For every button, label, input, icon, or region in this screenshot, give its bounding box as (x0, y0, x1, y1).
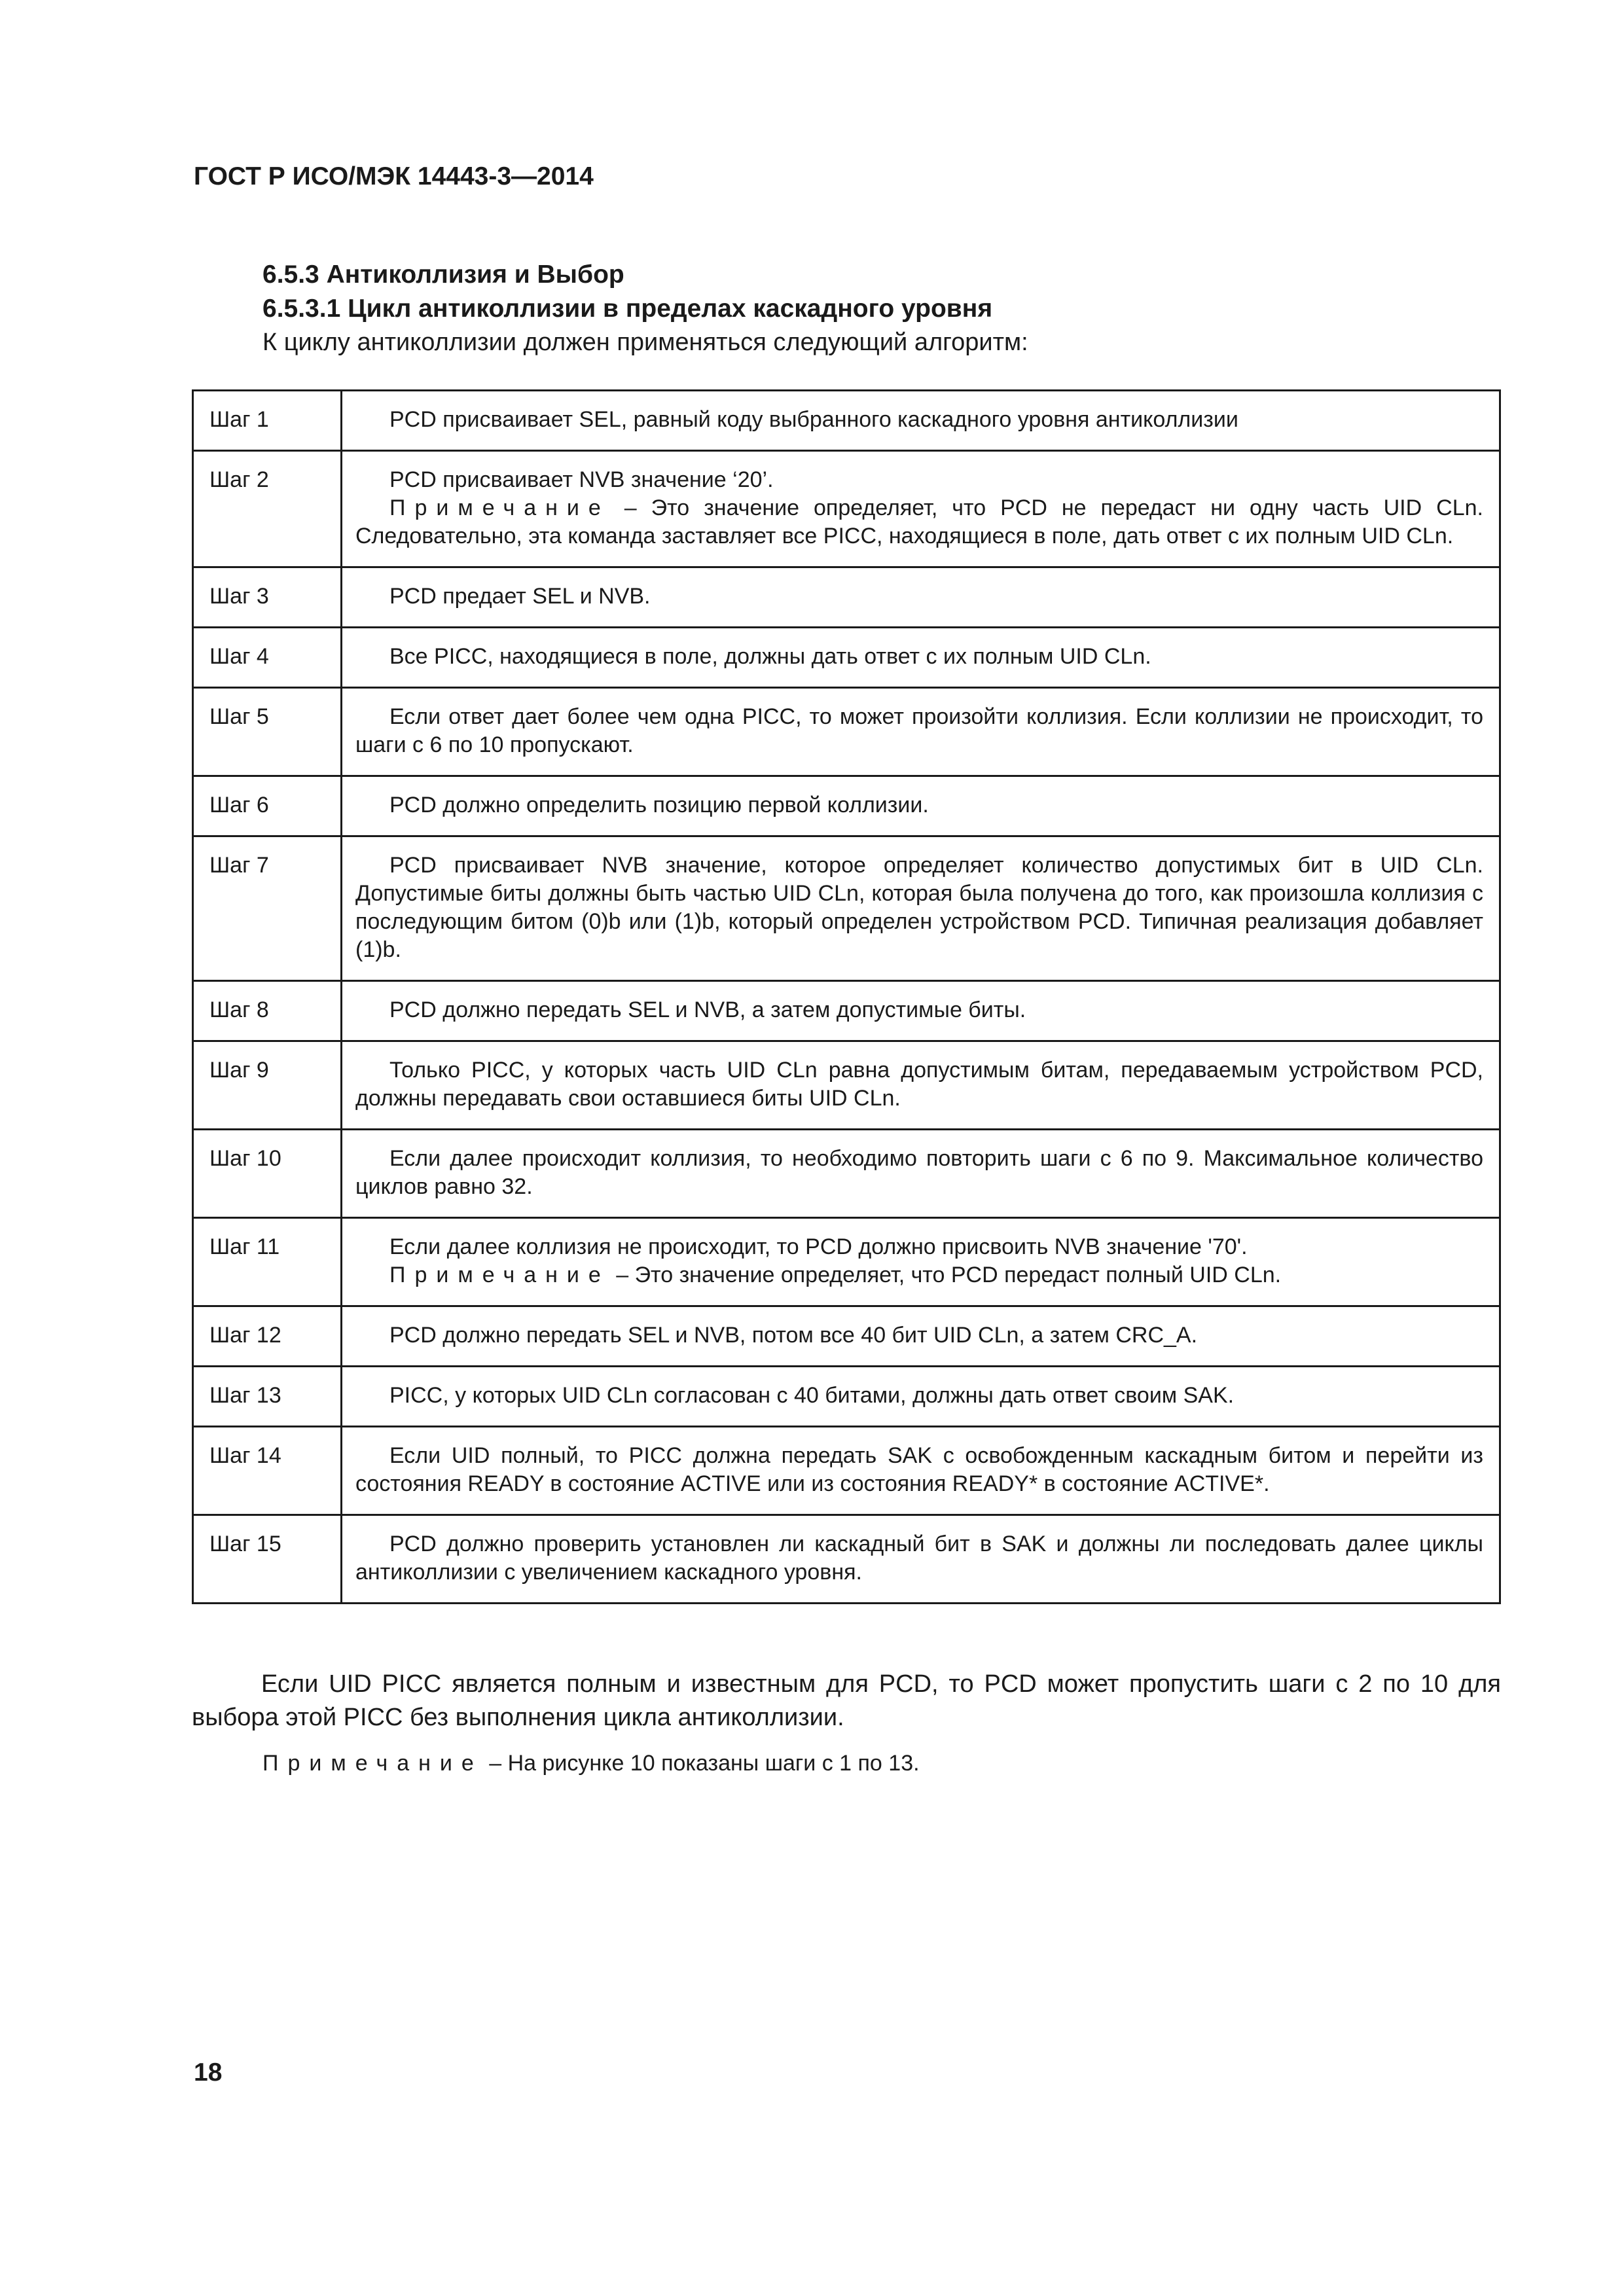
step-description (342, 628, 1500, 688)
step-text: Все PICC, находящиеся в поле, должны дать ответ с их полным UID CLn. (389, 644, 1151, 669)
step-text: PCD должно проверить установлен ли каскадный бит в SAK и должны ли последовать далее циклы антиколлизии с увеличением каскадного уровня. (355, 1532, 1483, 1585)
table-row (193, 1367, 1500, 1427)
step-description (342, 836, 1500, 981)
step-text: PCD должно определить позицию первой коллизии. (389, 793, 929, 817)
step-label: Шаг 1 (193, 391, 342, 451)
step-text: Только PICC, у которых часть UID CLn равна допустимым битам, передаваемым устройством PCD, должны передавать свои оставшиеся биты UID CLn. (355, 1058, 1483, 1111)
step-description (342, 1130, 1500, 1218)
step-label: Шаг 11 (193, 1218, 342, 1306)
step-description (342, 981, 1500, 1041)
step-text: PCD должно передать SEL и NVB, потом все 40 бит UID CLn, а затем CRC_A. (389, 1323, 1198, 1348)
table-row (193, 628, 1500, 688)
step-note-text: – Это значение определяет, что PCD передаст полный UID CLn. (609, 1263, 1282, 1287)
step-label: Шаг 15 (193, 1515, 342, 1604)
table-row (193, 1218, 1500, 1306)
document-header: ГОСТ Р ИСО/МЭК 14443-3—2014 (194, 162, 594, 190)
final-note (262, 1751, 920, 1776)
step-description (342, 776, 1500, 836)
step-label: Шаг 6 (193, 776, 342, 836)
step-label: Шаг 13 (193, 1367, 342, 1427)
note-label: Примечание (262, 1751, 483, 1776)
step-description (342, 1041, 1500, 1130)
step-note (355, 1261, 1483, 1289)
table-row (193, 1427, 1500, 1515)
step-label: Шаг 8 (193, 981, 342, 1041)
intro-text: К циклу антиколлизии должен применяться следующий алгоритм: (262, 329, 1028, 356)
table-row (193, 1306, 1500, 1367)
table-row (193, 776, 1500, 836)
step-label: Шаг 7 (193, 836, 342, 981)
note-label: Примечание (389, 495, 610, 520)
step-text: Если UID полный, то PICC должна передать SAK с освобожденным каскадным битом и перейти из состояния READY в состояние ACTIVE или из состояния READY* в состояние ACTIVE*. (355, 1443, 1483, 1496)
step-text: PICC, у которых UID CLn согласован с 40 битами, должны дать ответ своим SAK. (389, 1383, 1235, 1408)
subsection-title: 6.5.3.1 Цикл антиколлизии в пределах каскадного уровня (262, 295, 993, 323)
step-text: PCD присваивает NVB значение ‘20’. (389, 467, 774, 492)
steps-table (192, 389, 1501, 1604)
table-row (193, 391, 1500, 451)
step-label: Шаг 9 (193, 1041, 342, 1130)
table-row (193, 836, 1500, 981)
step-label: Шаг 4 (193, 628, 342, 688)
step-text: Если ответ дает более чем одна PICC, то может произойти коллизия. Если коллизии не происходит, то шаги с 6 по 10 пропускают. (355, 704, 1483, 757)
table-row (193, 1130, 1500, 1218)
final-note-text: – На рисунке 10 показаны шаги с 1 по 13. (482, 1751, 920, 1776)
step-text: PCD присваивает NVB значение, которое определяет количество допустимых бит в UID CLn. Допустимые биты должны быть частью UID CLn, которая была получена до того, как произошла коллизия с последующим битом (0)b или (1)b, который определен устройством PCD. Типичная реализация добавляет (1)b. (355, 853, 1483, 962)
step-description (342, 688, 1500, 776)
step-description (342, 1367, 1500, 1427)
step-text: PCD присваивает SEL, равный коду выбранного каскадного уровня антиколлизии (389, 407, 1238, 432)
step-description (342, 1306, 1500, 1367)
step-text: PCD предает SEL и NVB. (389, 584, 651, 609)
table-row (193, 1041, 1500, 1130)
step-label: Шаг 3 (193, 567, 342, 628)
step-text: PCD должно передать SEL и NVB, а затем допустимые биты. (389, 997, 1026, 1022)
step-label: Шаг 5 (193, 688, 342, 776)
step-note-text: – Это значение определяет, что PCD не передаст ни одну часть UID CLn. Следовательно, эта команда заставляет все PICC, находящиеся в поле, дать ответ с их полным UID CLn. (355, 495, 1483, 548)
step-description (342, 451, 1500, 567)
step-description (342, 1515, 1500, 1604)
step-text: Если далее коллизия не происходит, то PCD должно присвоить NVB значение '70'. (389, 1234, 1248, 1259)
table-row (193, 451, 1500, 567)
table-row (193, 981, 1500, 1041)
table-row (193, 1515, 1500, 1604)
step-label: Шаг 12 (193, 1306, 342, 1367)
step-description (342, 1218, 1500, 1306)
table-row (193, 567, 1500, 628)
step-label: Шаг 10 (193, 1130, 342, 1218)
step-description (342, 1427, 1500, 1515)
after-table-paragraph: Если UID PICC является полным и известным для PCD, то PCD может пропустить шаги с 2 по 10 для выбора этой PICC без выполнения цикла антиколлизии. (192, 1670, 1502, 1731)
step-note (355, 494, 1483, 550)
step-description (342, 391, 1500, 451)
table-row (193, 688, 1500, 776)
section-title: 6.5.3 Антиколлизия и Выбор (262, 260, 624, 289)
note-label: Примечание (389, 1263, 610, 1287)
step-text: Если далее происходит коллизия, то необходимо повторить шаги с 6 по 9. Максимальное количество циклов равно 32. (355, 1146, 1483, 1199)
page-number: 18 (194, 2058, 223, 2087)
step-label: Шаг 14 (193, 1427, 342, 1515)
step-label: Шаг 2 (193, 451, 342, 567)
step-description (342, 567, 1500, 628)
